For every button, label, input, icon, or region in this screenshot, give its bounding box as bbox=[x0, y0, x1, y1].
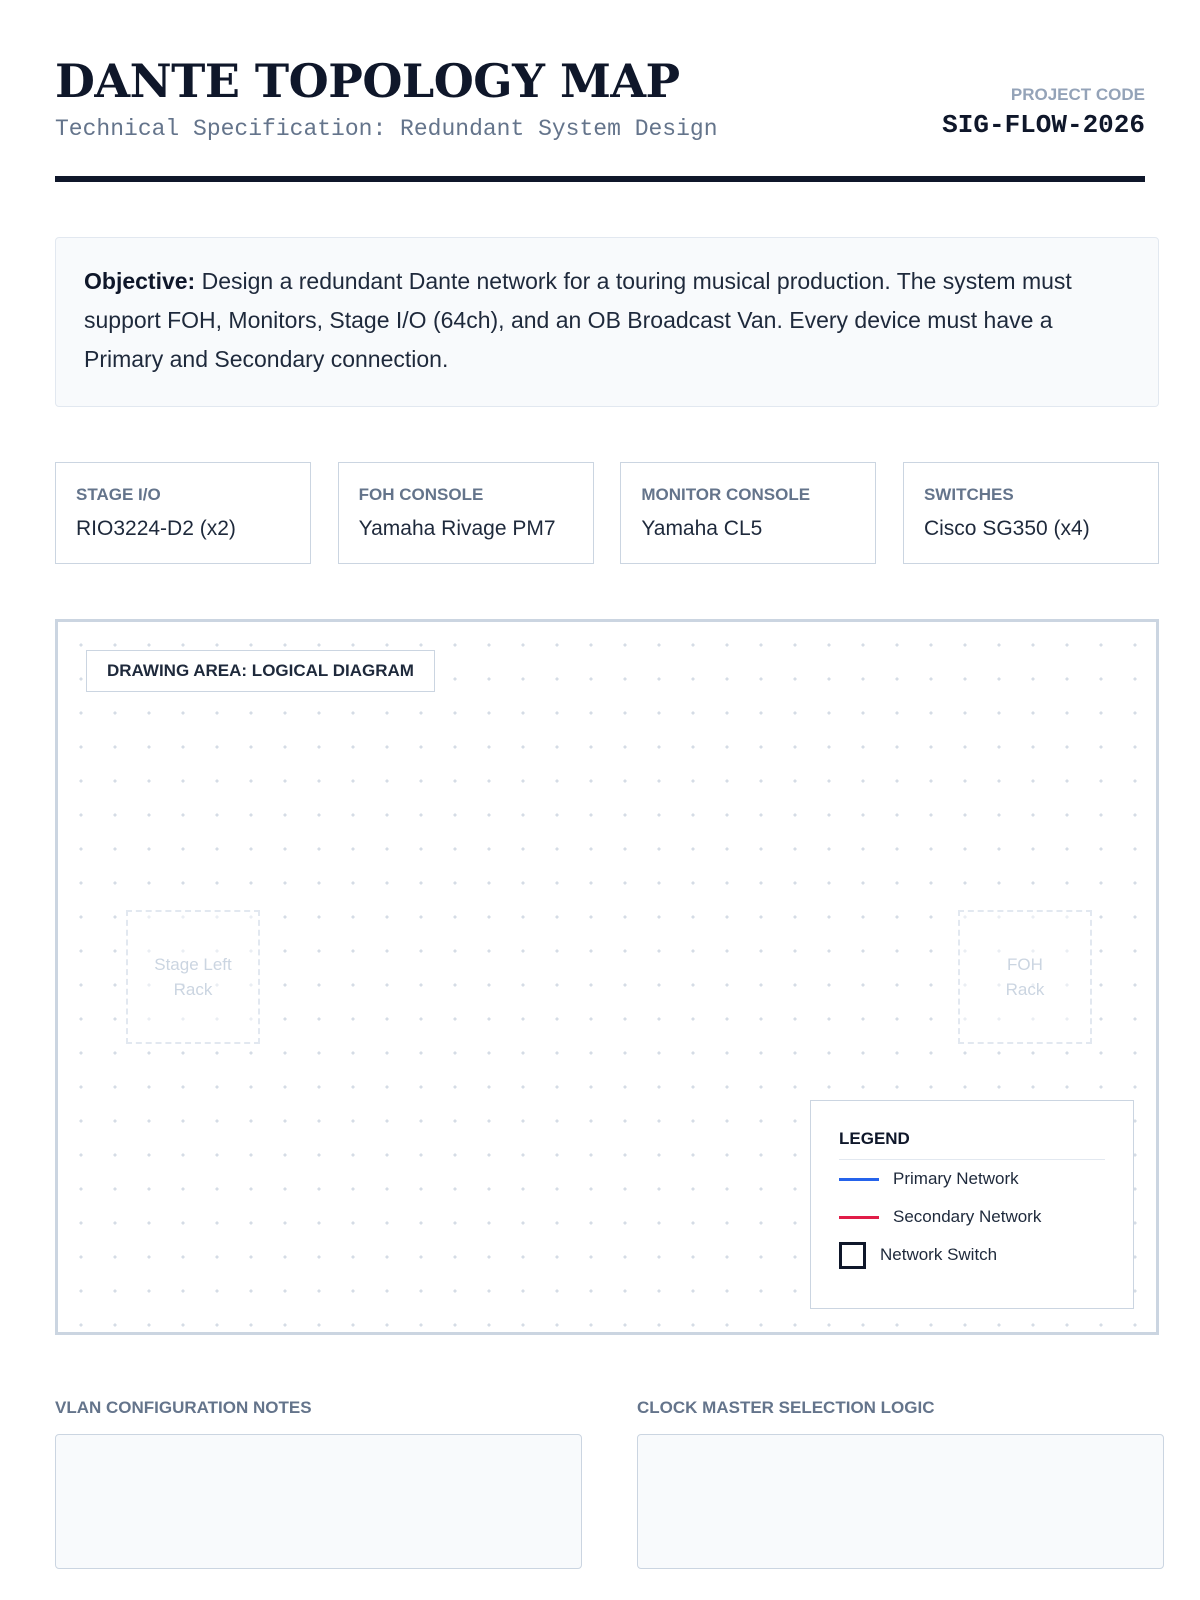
foh-rack-placeholder bbox=[958, 910, 1092, 1044]
vlan-notes-field[interactable] bbox=[55, 1434, 582, 1569]
rack-label-line: FOH bbox=[1007, 955, 1043, 974]
spec-card-foh-console bbox=[338, 462, 594, 564]
clock-master-label: CLOCK MASTER SELECTION LOGIC bbox=[637, 1398, 935, 1417]
page-title: DANTE TOPOLOGY MAP bbox=[55, 54, 680, 108]
legend-item-label: Secondary Network bbox=[893, 1207, 1042, 1226]
equipment-specs bbox=[55, 462, 1159, 564]
objective-box bbox=[55, 237, 1159, 407]
spec-value: Yamaha Rivage PM7 bbox=[358, 517, 556, 540]
legend-item-label: Network Switch bbox=[880, 1245, 998, 1264]
spec-label: STAGE I/O bbox=[76, 485, 161, 504]
page-subtitle: Technical Specification: Redundant System Design bbox=[55, 116, 718, 142]
legend bbox=[810, 1100, 1134, 1309]
rack-label-line: Rack bbox=[1005, 980, 1045, 999]
legend-item-switch bbox=[839, 1236, 1105, 1274]
clock-master-field[interactable] bbox=[637, 1434, 1164, 1569]
spec-value: RIO3224-D2 (x2) bbox=[76, 517, 236, 540]
project-code: SIG-FLOW-2026 bbox=[942, 110, 1145, 140]
secondary-line-icon bbox=[839, 1216, 879, 1219]
document-header bbox=[55, 0, 1145, 182]
spec-label: MONITOR CONSOLE bbox=[641, 485, 811, 504]
objective-label: Objective: bbox=[84, 268, 196, 294]
switch-square-icon bbox=[839, 1242, 866, 1269]
drawing-area[interactable] bbox=[55, 619, 1159, 1335]
spec-label: SWITCHES bbox=[923, 485, 1014, 504]
stage-left-rack-placeholder bbox=[126, 910, 260, 1044]
legend-title: LEGEND bbox=[839, 1129, 1105, 1160]
vlan-notes-label: VLAN CONFIGURATION NOTES bbox=[55, 1398, 312, 1417]
drawing-area-label: DRAWING AREA: LOGICAL DIAGRAM bbox=[86, 650, 435, 692]
primary-line-icon bbox=[839, 1178, 879, 1181]
spec-card-stage-io bbox=[55, 462, 311, 564]
spec-card-monitor-console bbox=[620, 462, 876, 564]
rack-label-line: Stage Left bbox=[154, 955, 232, 974]
project-code-label: PROJECT CODE bbox=[1010, 85, 1145, 104]
spec-value: Yamaha CL5 bbox=[641, 517, 763, 540]
objective-text: Design a redundant Dante network for a touring musical production. The system must support FOH, Monitors, Stage I/O (64ch), and an OB Broadcast Van. Every device must have a Primary and Secondary connection. bbox=[84, 268, 1072, 372]
rack-label-line: Rack bbox=[173, 980, 213, 999]
spec-value: Cisco SG350 (x4) bbox=[923, 517, 1090, 540]
legend-item-label: Primary Network bbox=[893, 1169, 1019, 1188]
legend-item-secondary bbox=[839, 1198, 1105, 1236]
spec-card-switches bbox=[903, 462, 1159, 564]
spec-label: FOH CONSOLE bbox=[358, 485, 484, 504]
legend-item-primary bbox=[839, 1160, 1105, 1198]
